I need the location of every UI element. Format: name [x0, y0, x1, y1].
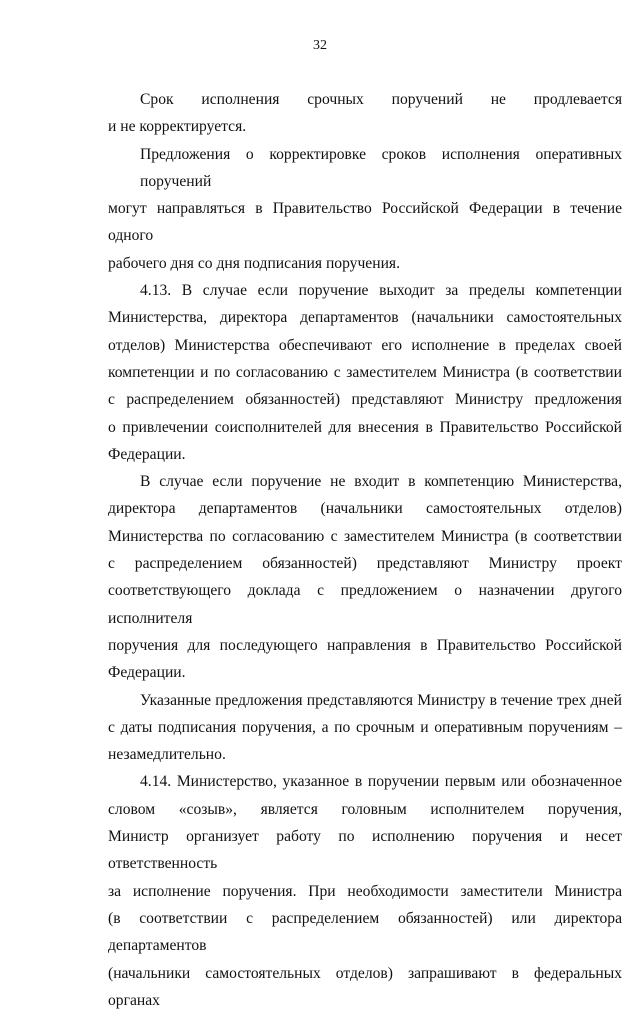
- text-line: рабочего дня со дня подписания поручения.: [108, 250, 622, 277]
- text-line: с распределением обязанностей) представляют Министру предложения: [108, 386, 622, 413]
- text-line: с даты подписания поручения, а по срочным и оперативным поручениям –: [108, 714, 622, 741]
- document-body: [108, 86, 622, 1014]
- text-line: 4.13. В случае если поручение выходит за пределы компетенции: [108, 277, 622, 304]
- paragraph-operational-proposals: [108, 141, 622, 277]
- text-line: Срок исполнения срочных поручений не продлевается: [108, 86, 622, 113]
- text-line: за исполнение поручения. При необходимости заместители Министра: [108, 878, 622, 905]
- text-line: (начальники самостоятельных отделов) запрашивают в федеральных органах: [108, 960, 622, 1014]
- text-line: и не корректируется.: [108, 113, 622, 140]
- text-line: (в соответствии с распределением обязанностей) или директора департаментов: [108, 905, 622, 960]
- text-line: могут направляться в Правительство Российской Федерации в течение одного: [108, 195, 622, 250]
- paragraph-section-4-13: [108, 277, 622, 468]
- text-line: В случае если поручение не входит в компетенцию Министерства,: [108, 468, 622, 495]
- text-line: Федерации.: [108, 659, 622, 686]
- text-line: 4.14. Министерство, указанное в поручении первым или обозначенное: [108, 768, 622, 795]
- text-line: о привлечении соисполнителей для внесения в Правительство Российской: [108, 414, 622, 441]
- text-line: словом «созыв», является головным исполнителем поручения,: [108, 796, 622, 823]
- page-number: 32: [0, 38, 640, 54]
- text-line: Указанные предложения представляются Министру в течение трех дней: [108, 687, 622, 714]
- paragraph-proposal-timing: [108, 687, 622, 769]
- text-line: Министр организует работу по исполнению поручения и несет ответственность: [108, 823, 622, 878]
- paragraph-outside-competence: [108, 468, 622, 686]
- paragraph-urgent-deadlines: [108, 86, 622, 141]
- text-line: соответствующего доклада с предложением о назначении другого исполнителя: [108, 577, 622, 632]
- text-line: Министерства, директора департаментов (начальники самостоятельных: [108, 304, 622, 331]
- paragraph-section-4-14: [108, 768, 622, 1014]
- text-line: Федерации.: [108, 441, 622, 468]
- text-line: незамедлительно.: [108, 741, 622, 768]
- text-line: компетенции и по согласованию с заместителем Министра (в соответствии: [108, 359, 622, 386]
- text-line: Предложения о корректировке сроков исполнения оперативных поручений: [108, 141, 622, 196]
- text-line: отделов) Министерства обеспечивают его исполнение в пределах своей: [108, 332, 622, 359]
- text-line: Министерства по согласованию с заместителем Министра (в соответствии: [108, 523, 622, 550]
- text-line: поручения для последующего направления в Правительство Российской: [108, 632, 622, 659]
- text-line: с распределением обязанностей) представляют Министру проект: [108, 550, 622, 577]
- text-line: директора департаментов (начальники самостоятельных отделов): [108, 495, 622, 522]
